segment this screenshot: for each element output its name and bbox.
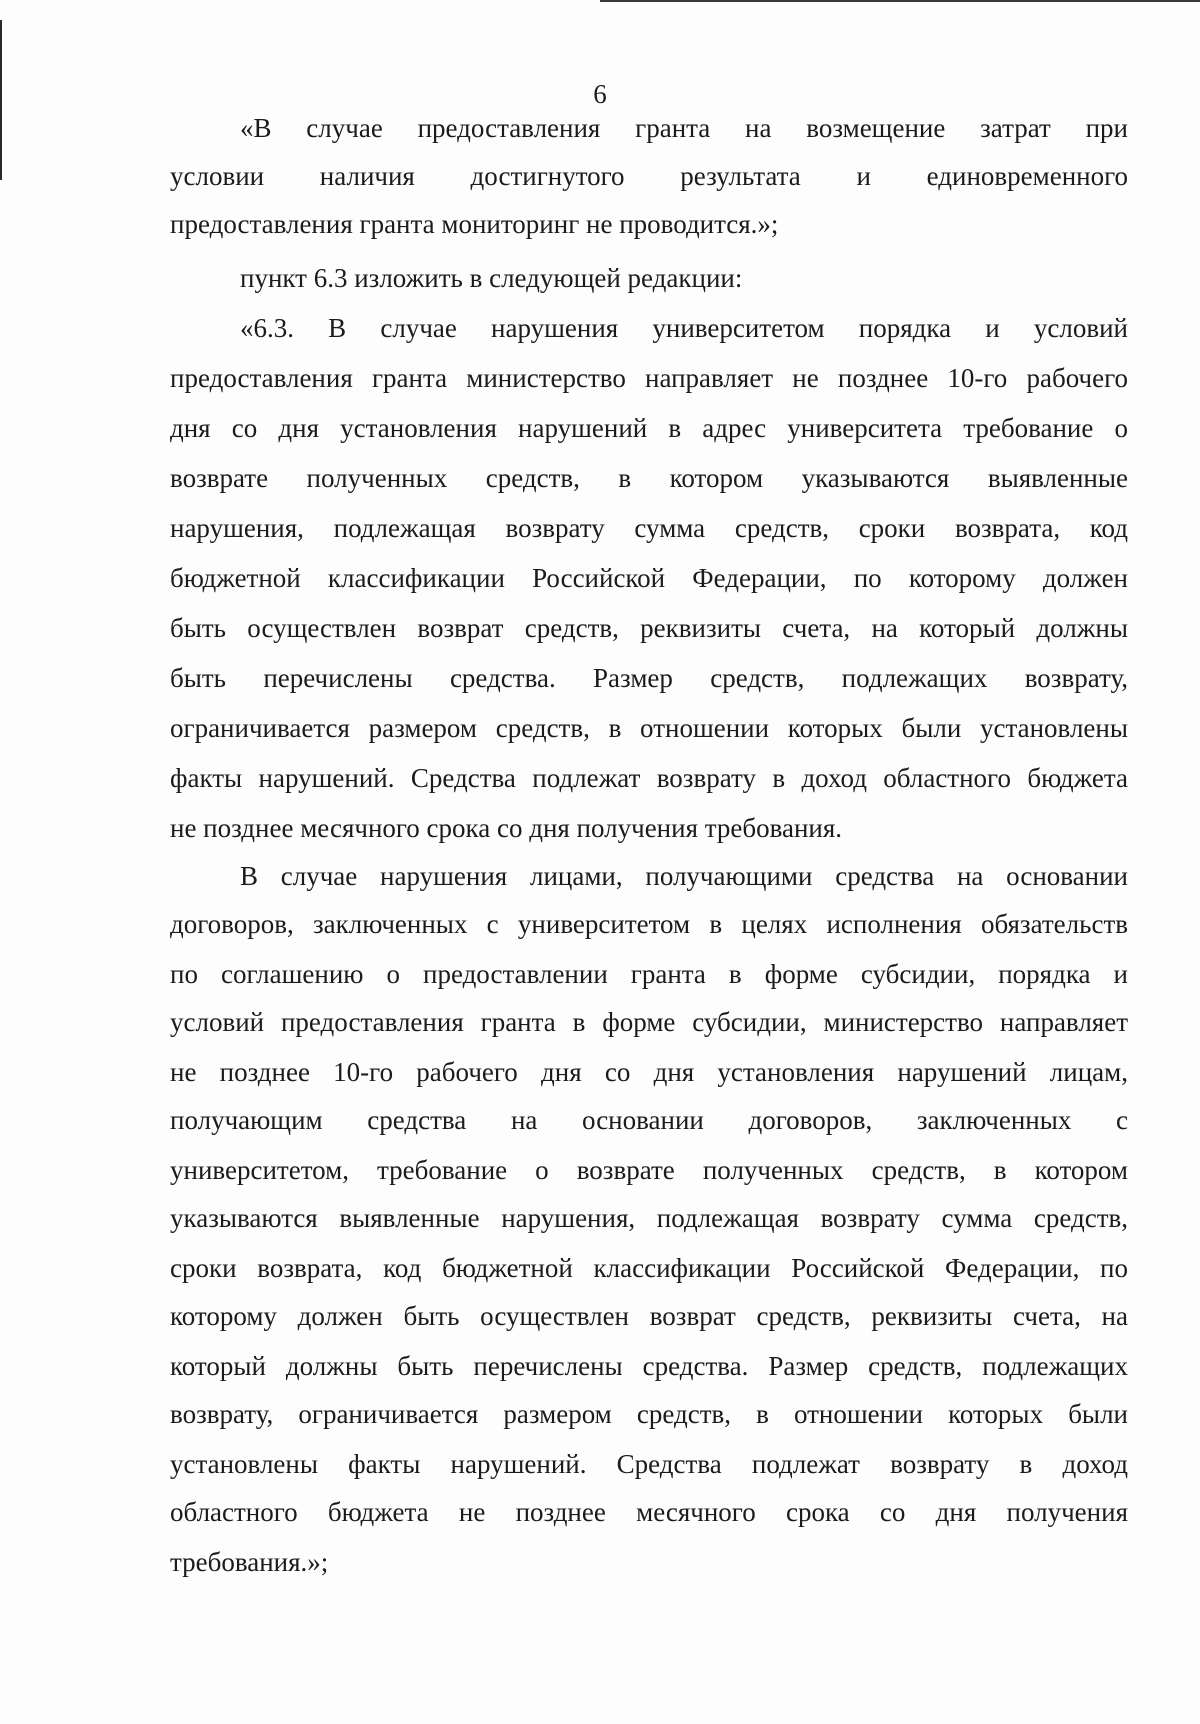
text-line: который должны быть перечислены средства. Размер средств, подлежащих bbox=[170, 1351, 1128, 1381]
text-line: «В случае предоставления гранта на возмещение затрат при bbox=[240, 113, 1128, 143]
text-line: нарушения, подлежащая возврату сумма средств, сроки возврата, код bbox=[170, 513, 1128, 543]
scan-edge-top bbox=[600, 0, 1200, 2]
text-line: сроки возврата, код бюджетной классификации Российской Федерации, по bbox=[170, 1253, 1128, 1283]
text-line: факты нарушений. Средства подлежат возврату в доход областного бюджета bbox=[170, 763, 1128, 793]
text-line: условии наличия достигнутого результата и единовременного bbox=[170, 161, 1128, 191]
text-line: «6.3. В случае нарушения университетом порядка и условий bbox=[240, 313, 1128, 343]
text-line: получающим средства на основании договоров, заключенных с bbox=[170, 1105, 1128, 1135]
text-line: не позднее месячного срока со дня получения требования. bbox=[170, 813, 843, 843]
text-line: не позднее 10-го рабочего дня со дня установления нарушений лицам, bbox=[170, 1057, 1128, 1087]
text-line: по соглашению о предоставлении гранта в форме субсидии, порядка и bbox=[170, 959, 1128, 989]
text-line: предоставления гранта мониторинг не проводится.»; bbox=[170, 209, 779, 239]
text-line: которому должен быть осуществлен возврат средств, реквизиты счета, на bbox=[170, 1301, 1128, 1331]
text-line: быть осуществлен возврат средств, реквизиты счета, на который должны bbox=[170, 613, 1128, 643]
text-line: дня со дня установления нарушений в адрес университета требование о bbox=[170, 413, 1128, 443]
text-line: договоров, заключенных с университетом в целях исполнения обязательств bbox=[170, 909, 1128, 939]
text-line: быть перечислены средства. Размер средств, подлежащих возврату, bbox=[170, 663, 1128, 693]
text-line: указываются выявленные нарушения, подлежащая возврату сумма средств, bbox=[170, 1203, 1128, 1233]
text-line: областного бюджета не позднее месячного срока со дня получения bbox=[170, 1497, 1128, 1527]
text-line: пункт 6.3 изложить в следующей редакции: bbox=[240, 263, 743, 293]
text-line: условий предоставления гранта в форме субсидии, министерство направляет bbox=[170, 1007, 1128, 1037]
text-line: установлены факты нарушений. Средства подлежат возврату в доход bbox=[170, 1449, 1128, 1479]
page-number: 6 bbox=[593, 79, 607, 109]
text-line: требования.»; bbox=[170, 1547, 329, 1577]
text-line: возврате полученных средств, в котором указываются выявленные bbox=[170, 463, 1128, 493]
text-line: В случае нарушения лицами, получающими средства на основании bbox=[240, 861, 1128, 891]
text-line: ограничивается размером средств, в отношении которых были установлены bbox=[170, 713, 1128, 743]
text-line: возврату, ограничивается размером средств, в отношении которых были bbox=[170, 1399, 1128, 1429]
text-line: бюджетной классификации Российской Федерации, по которому должен bbox=[170, 563, 1128, 593]
text-line: университетом, требование о возврате полученных средств, в котором bbox=[170, 1155, 1128, 1185]
text-line: предоставления гранта министерство направляет не позднее 10-го рабочего bbox=[170, 363, 1128, 393]
